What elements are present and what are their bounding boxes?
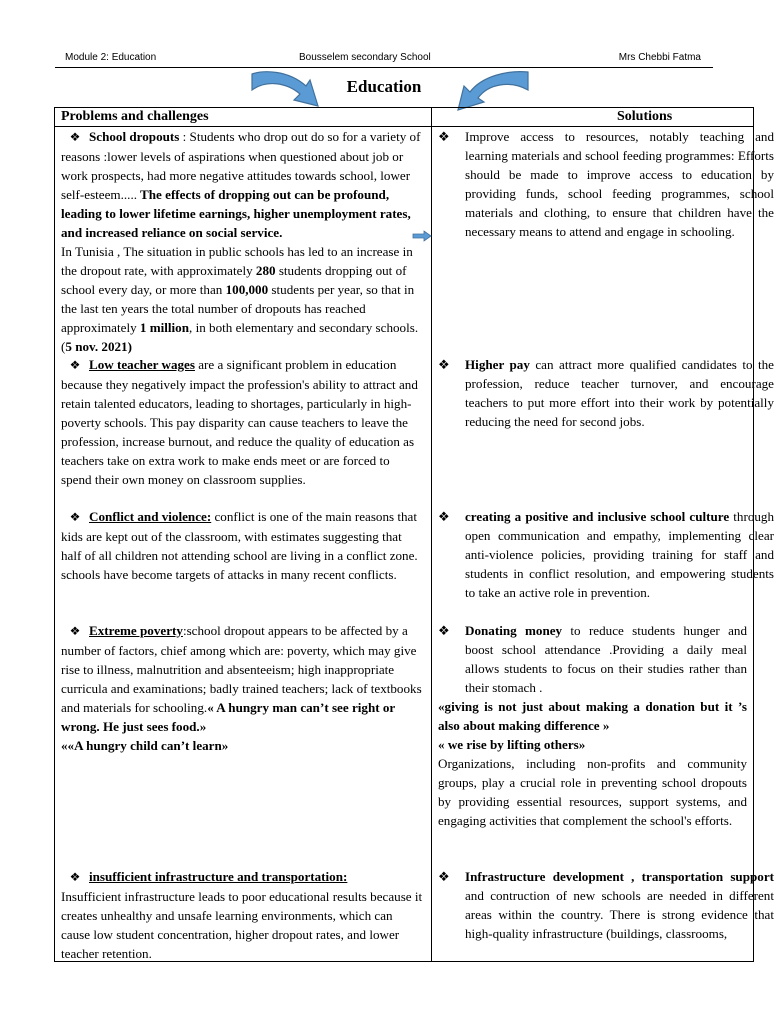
problem-heading: School dropouts <box>89 129 180 144</box>
problem-text: :school dropout appears to be affected by a number of factors, chief among which are: poverty, which may give rise to illness, malnutrition and absenteeism; high inappropriate curricula and examinations; badly trained teachers; lack of textbooks and materials for schooling. <box>61 623 422 715</box>
diamond-bullet-icon: ❖ <box>69 130 81 144</box>
diamond-bullet-icon: ❖ <box>438 623 450 638</box>
problem-heading: Conflict and violence: <box>89 509 212 524</box>
solution-text: through open communication and empathy, implementing clear anti-violence policies, providing training for staff and students in conflict resolution, and empowering students to take an active role in prevention. <box>465 509 774 600</box>
solution-donating-money <box>438 621 747 830</box>
solution-heading: creating a positive and inclusive school culture <box>465 509 730 524</box>
solution-improve-access <box>438 127 774 241</box>
problem-text: The effects of dropping out can be profound, leading to lower lifetime earnings, higher unemployment rates, and increased reliance on social service. <box>61 187 411 240</box>
problem-infrastructure <box>61 867 423 963</box>
solution-text: and contruction of new schools are needed in different areas within the country. There is strong evidence that high-quality infrastructure (buildings, classrooms, <box>465 888 774 941</box>
page-title: Education <box>346 77 422 96</box>
diamond-bullet-icon: ❖ <box>69 510 81 524</box>
source-date: 5 nov. 2021) <box>65 339 132 354</box>
diamond-bullet-icon: ❖ <box>438 129 450 144</box>
solution-text: can attract more qualified candidates to the profession, reduce teacher turnover, and encourage teachers to put more effort into their work by potentially reducing the need for second jobs. <box>465 357 774 429</box>
quote: « A hungry man can’t see right or wrong. He just sees food.» <box>61 700 395 734</box>
header-rule <box>55 67 713 68</box>
problem-school-dropouts <box>61 127 423 356</box>
problem-text: , in both elementary and secondary schools.( <box>61 320 419 354</box>
diamond-bullet-icon: ❖ <box>438 357 450 372</box>
problems-solutions-table <box>54 107 774 962</box>
problem-conflict-violence <box>61 507 423 584</box>
quote: ««A hungry child can’t learn» <box>61 738 229 753</box>
problem-text: are a significant problem in education because they negatively impact the profession's ability to attract and retain talented educators, leading to shortages, particularly in high-poverty schools. This pay disparity can cause teachers to leave the profession, increase burnout, and reduce the quality of education as teachers take on extra work to make ends meet or are forced to spend their own money on classroom supplies. <box>61 357 418 487</box>
problem-text: Insufficient infrastructure leads to poor educational results because it creates unhealthy and unsafe learning environments, which can cause low student concentration, higher dropout rates, and lower teacher retention. <box>61 889 423 961</box>
column-header-solutions: Solutions <box>617 109 673 124</box>
problem-text: In Tunisia , The situation in public schools has led to an increase in the dropout rate, with approximately <box>61 244 413 278</box>
problem-text: conflict is one of the main reasons that kids are kept out of the classroom, with estimates suggesting that half of all children not attending school are living in a conflict zone. schools have become targets of attacks in many recent conflicts. <box>61 509 418 582</box>
quote: « we rise by lifting others» <box>438 737 586 752</box>
solution-heading: Infrastructure development , transportation support <box>465 869 774 884</box>
solution-higher-pay <box>438 355 774 431</box>
problem-text: students dropping out of school every day, or more than <box>61 263 407 297</box>
diamond-bullet-icon: ❖ <box>69 870 81 884</box>
solution-positive-culture <box>438 507 774 602</box>
solution-heading: Donating money <box>465 623 563 638</box>
header-module: Module 2: Education <box>65 52 157 63</box>
right-arrow-icon <box>413 231 431 241</box>
problem-heading: Low teacher wages <box>89 357 195 372</box>
problem-text: students per year, so that in the last ten years the total number of dropouts has reached approximately <box>61 282 415 335</box>
solution-text: Organizations, including non-profits and community groups, play a crucial role in preventing school dropouts by providing essential resources, support systems, and engaging activities that complement the school's efforts. <box>438 756 747 828</box>
solution-text: to reduce students hunger and boost school attendance .Providing a daily meal allows students to focus on their studies rather than their stomach . <box>465 623 748 695</box>
header-teacher: Mrs Chebbi Fatma <box>618 52 701 63</box>
diamond-bullet-icon: ❖ <box>438 509 450 524</box>
quote: «giving is not just about making a donation but it ’s also about making difference » <box>438 699 747 733</box>
statistic-value: 280 <box>255 263 276 278</box>
header-school: Bousselem secondary School <box>299 52 431 63</box>
solution-infrastructure <box>438 867 774 943</box>
problem-low-teacher-wages <box>61 355 423 489</box>
diamond-bullet-icon: ❖ <box>438 869 450 884</box>
solution-heading: Higher pay <box>465 357 530 372</box>
statistic-value: 100,000 <box>225 282 269 297</box>
page-header <box>55 52 713 66</box>
diamond-bullet-icon: ❖ <box>69 358 81 372</box>
problem-extreme-poverty <box>61 621 423 755</box>
problem-heading: Extreme poverty <box>89 623 183 638</box>
column-header-problems: Problems and challenges <box>61 109 209 124</box>
diamond-bullet-icon: ❖ <box>69 624 81 638</box>
problem-heading: insufficient infrastructure and transportation: <box>89 869 348 884</box>
solution-text: Improve access to resources, notably teaching and learning materials and school feeding programmes: Efforts should be made to improve access to education by providing funds, school feeding programmes, school materials and clothing, to ensure that children have the necessary means to attend and engage in schooling. <box>465 129 774 239</box>
statistic-value: 1 million <box>139 320 190 335</box>
problem-text: : Students who drop out do so for a variety of reasons :lower levels of aspirations when questioned about job or work prospects, had more negative attitudes towards school, lower self-esteem..... <box>61 129 421 202</box>
